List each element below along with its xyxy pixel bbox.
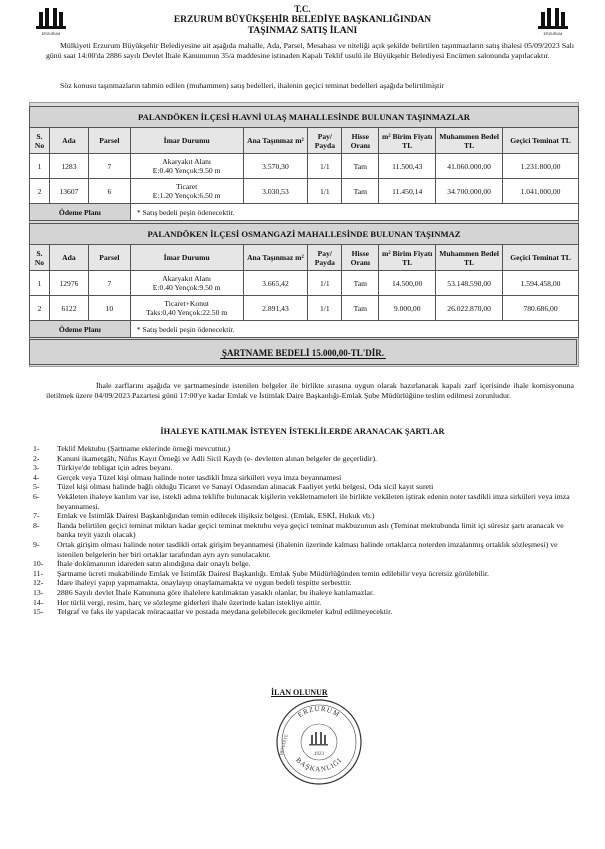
signature-label: İLAN OLUNUR [271,688,328,697]
col-header: S. No [30,245,50,271]
col-header: İmar Durumu [130,128,243,154]
item-number: 14- [33,597,44,607]
item-number: 4- [33,472,40,482]
imar-use: Ticaret+Konut [164,299,209,308]
table-row [30,296,579,321]
col-header: Parsel [88,128,130,154]
item-number: 7- [33,511,40,521]
cell-estimated-value: 26.022.870,00 [436,296,503,321]
cell-parsel: 7 [88,154,130,179]
cell-unit-price: 14.500,00 [379,271,436,296]
cell-hisse: Tam [342,154,379,179]
imar-use: Akaryakıt Alanı [162,157,212,166]
col-header: m² Birim Fiyatı TL [379,128,436,154]
cell-no: 2 [30,296,50,321]
table-row [30,179,579,204]
header-institution: ERZURUM BÜYÜKŞEHİR BELEDİYE BAŞKANLIĞINDAN [173,15,432,25]
table-title: PALANDÖKEN İLÇESİ OSMANGAZİ MAHALLESİNDE BULUNAN TAŞINMAZ [30,224,579,245]
col-header: Geçici Teminat TL [503,128,579,154]
item-text: İdare ihaleyi yapıp yapmamakta, onaylayıp onaylamamakta ve uygun bedeli tespitte serbesttir. [57,578,352,588]
imar-use: Ticaret [176,182,198,191]
cell-deposit: 1.231.800,00 [503,154,579,179]
item-number: 13- [33,587,44,597]
table-row [30,271,579,296]
item-text: Her türlü vergi, resim, harç ve sözleşme giderleri ihale üzerinde kalan istekliye aittir. [57,597,322,607]
col-header: Muhammen Bedel TL [436,128,503,154]
cell-deposit: 780.686,00 [503,296,579,321]
cell-area: 3.570,30 [243,154,308,179]
list-item [33,540,578,559]
item-text: Kanuni ikametgâh, Nüfus Kayıt Örneği ve Adli Sicil Kaydı (e- devletten alınan belgeler de geçerlidir). [57,453,377,463]
cell-parsel: 10 [88,296,130,321]
item-text: İhale dokümanının idareden satın alındığına dair onaylı belge. [57,559,251,569]
col-header: Ana Taşınmaz m² [243,128,308,154]
cell-area: 2.891,43 [243,296,308,321]
item-number: 9- [33,539,40,549]
col-header: Pay/ Payda [308,245,342,271]
list-item [33,482,578,492]
col-header: Parsel [88,245,130,271]
list-item [33,607,578,617]
cell-hisse: Tam [342,296,379,321]
specification-fee-text: ŞARTNAME BEDELİ 15.000,00-TL'DİR. [222,348,384,358]
specification-fee [29,339,577,365]
item-number: 6- [33,491,40,501]
col-header: Muhammen Bedel TL [436,245,503,271]
cell-no: 1 [30,271,50,296]
cell-hisse: Tam [342,179,379,204]
conditions-title: İHALEYE KATILMAK İSTEYEN İSTEKLİLERDE ARANACAK ŞARTLAR [160,427,445,436]
cell-ada: 13607 [49,179,88,204]
item-number: 12- [33,578,44,588]
cell-ada: 1283 [49,154,88,179]
cell-imar [130,179,243,204]
item-text: İlanda belirtilen geçici teminat miktarı kadar geçici teminat mektubu veya geçici teminat makbuzunun aslı (Teminat mektubunda limit içi süresiz şartı aranacak ve banka teyit yazılı olacak) [57,520,564,540]
item-text: Emlak ve İstimlâk Dairesi Başkanlığından temin edilecek ilişiksiz belgesi. (Emlak, ESKİ, Hukuk vb.) [57,511,375,521]
col-header: Pay/ Payda [308,128,342,154]
item-number: 2- [33,453,40,463]
intro-note: Söz konusu taşınmazların tahmin edilen (muhammen) satış bedelleri, ihalenin geçici teminat bedelleri aşağıda belirtilmiştir [60,81,445,90]
svg-text:BAŞKANLIĞI [294,756,343,773]
list-item [33,473,578,483]
item-number: 1- [33,444,40,453]
logo-text: ERZURUM [543,32,563,36]
cell-hisse: Tam [342,271,379,296]
list-item [33,511,578,521]
list-item [33,598,578,608]
list-item [33,521,578,540]
item-number: 11- [33,568,44,578]
logo-text: ERZURUM [41,32,61,36]
cell-unit-price: 9.000,00 [379,296,436,321]
header-tc: T.C. [294,4,311,14]
listing-table-havni-ulas [29,106,579,221]
document-header [0,4,605,37]
item-number: 15- [33,607,44,617]
col-header: Ana Taşınmaz m² [243,245,308,271]
item-text: Telgraf ve faks ile yapılacak müracaatlar ve postada meydana gelebilecek gecikmeler kabul edilmeyecektir. [57,607,393,617]
stamp-year: 1923 [314,752,324,757]
cell-parsel: 7 [88,271,130,296]
col-header: Ada [49,128,88,154]
stamp-bottom-text: BAŞKANLIĞI [294,756,344,774]
cell-estimated-value: 41.060.000,00 [436,154,503,179]
cell-pay: 1/1 [308,179,342,204]
col-header: İmar Durumu [130,245,243,271]
official-stamp [274,697,364,787]
conditions-list [33,444,578,617]
col-header: Ada [49,245,88,271]
item-number: 5- [33,482,40,492]
cell-no: 2 [30,179,50,204]
list-item [33,588,578,598]
imar-detail: E:0.40 Yençok:9.50 m [152,283,221,292]
list-item [33,569,578,579]
cell-pay: 1/1 [308,271,342,296]
item-text: Tüzel kişi olması halinde bağlı olduğu Ticaret ve Sanayi Odasından alınacak Faaliyet yetki belgesi, Oda sicil kayıt sureti [57,482,434,492]
cell-pay: 1/1 [308,296,342,321]
cell-pay: 1/1 [308,154,342,179]
imar-use: Akaryakıt Alanı [162,274,212,283]
item-number: 8- [33,520,40,530]
item-text: Vekâleten ihaleye katılım var ise, istekli adına teklifte bulunacak kişilerin vekâletnameleri ile birlikte vekâleten iştirak edenin noter tasdikli imza sirküleri veya imza beyannamesi. [57,491,570,511]
cell-imar [130,154,243,179]
item-text: 2886 Sayılı devlet İhale Kanununa göre ihalelere katılmaktan yasaklı olanlar, bu ihaleye katılamazlar. [57,587,375,597]
payment-plan-text: * Satış bedeli peşin ödenecektir. [130,204,578,221]
stamp-top-text: ERZURUM [296,704,342,720]
svg-text:ERZURUM [296,705,341,719]
listing-table-osmangazi [29,223,579,338]
cell-imar [130,296,243,321]
cell-estimated-value: 34.700.000,00 [436,179,503,204]
cell-unit-price: 11.500,43 [379,154,436,179]
list-item [33,578,578,588]
item-text: Gerçek veya Tüzel kişi olması halinde noter tasdikli İmza sirküleri veya imza beyannamesi [57,472,342,482]
cell-parsel: 6 [88,179,130,204]
list-item [33,454,578,464]
item-number: 3- [33,463,40,473]
table-row [30,154,579,179]
payment-plan-label: Ödeme Planı [30,204,131,221]
item-text: Şartname ücreti mukabilinde Emlak ve İstimlâk Dairesi Başkanlığı. Emlak Şube Müdürlüğünden temin edilebilir veya ücretsiz görülebilir. [57,568,489,578]
submission-paragraph: İhale zarflarını aşağıda ve şartnamesinde istenilen belgeler ile birlikte sırasına uygun olarak hazırlanarak kapalı zarf içerisinde ihale komisyonuna iletilmek üzere 04/09/2023 Pazartesi günü 17:00'ye kadar Emlak ve İstimlak Daire Başkanlığı-Emlak Şube Müdürlüğüne teslim edilmesi zorunludur. [46,381,574,401]
col-header: Hisse Oranı [342,245,379,271]
page-title: TAŞINMAZ SATIŞ İLANI [247,26,358,36]
cell-unit-price: 11.450,14 [379,179,436,204]
imar-detail: E:0.40 Yençok:9.50 m [152,166,221,175]
list-item [33,444,578,454]
list-item [33,492,578,511]
item-text: Türkiye'de tebligat için adres beyanı. [57,463,173,473]
cell-no: 1 [30,154,50,179]
col-header: S. No [30,128,50,154]
payment-plan-text: * Satış bedeli peşin ödenecektir. [130,321,578,338]
cell-area: 3.665,42 [243,271,308,296]
cell-ada: 6122 [49,296,88,321]
imar-detail: E:1.20 Yençok:6.50 m [152,191,221,200]
cell-deposit: 1.594.458,00 [503,271,579,296]
cell-deposit: 1.041.000,00 [503,179,579,204]
col-header: Geçici Teminat TL [503,245,579,271]
cell-ada: 12976 [49,271,88,296]
cell-area: 3.030,53 [243,179,308,204]
imar-detail: Taks:0,40 Yençok:22.50 m [146,308,228,317]
col-header: m² Birim Fiyatı TL [379,245,436,271]
stamp-left-text: BELEDİYE [278,733,289,756]
intro-paragraph: Mülkiyeti Erzurum Büyükşehir Belediyesine ait aşağıda mahalle, Ada, Parsel, Mesahası ve niteliği açık şekilde belirtilen taşınmazların satış ihalesi 05/09/2023 Salı günü saat 14:00'da 2886 sayılı Devlet İhale Kanununun 35/a maddesine istinaden Kapalı Teklif usulü ile Büyükşehir Belediyesi Encümen salonunda yapılacaktır. [46,41,574,61]
list-item [33,463,578,473]
item-number: 10- [33,559,44,569]
col-header: Hisse Oranı [342,128,379,154]
item-text: Ortak girişim olması halinde noter tasdikli ortak girişim beyannamesi (ihalenin üzerinde kalması halinde ortaklarca noterden imzalanmış ortaklık sözleşmesi) ve istenilen belgelerin her biri ortaklar tarafından ayrı ayrı sunulacaktır. [57,539,558,559]
cell-imar [130,271,243,296]
item-text: Teklif Mektubu (Şartname eklerinde örneği mevcuttur.) [57,444,231,453]
payment-plan-label: Ödeme Planı [30,321,131,338]
table-title: PALANDÖKEN İLÇESİ H.AVNİ ULAŞ MAHALLESİNDE BULUNAN TAŞINMAZLAR [30,107,579,128]
list-item [33,559,578,569]
cell-estimated-value: 53.148.590,00 [436,271,503,296]
